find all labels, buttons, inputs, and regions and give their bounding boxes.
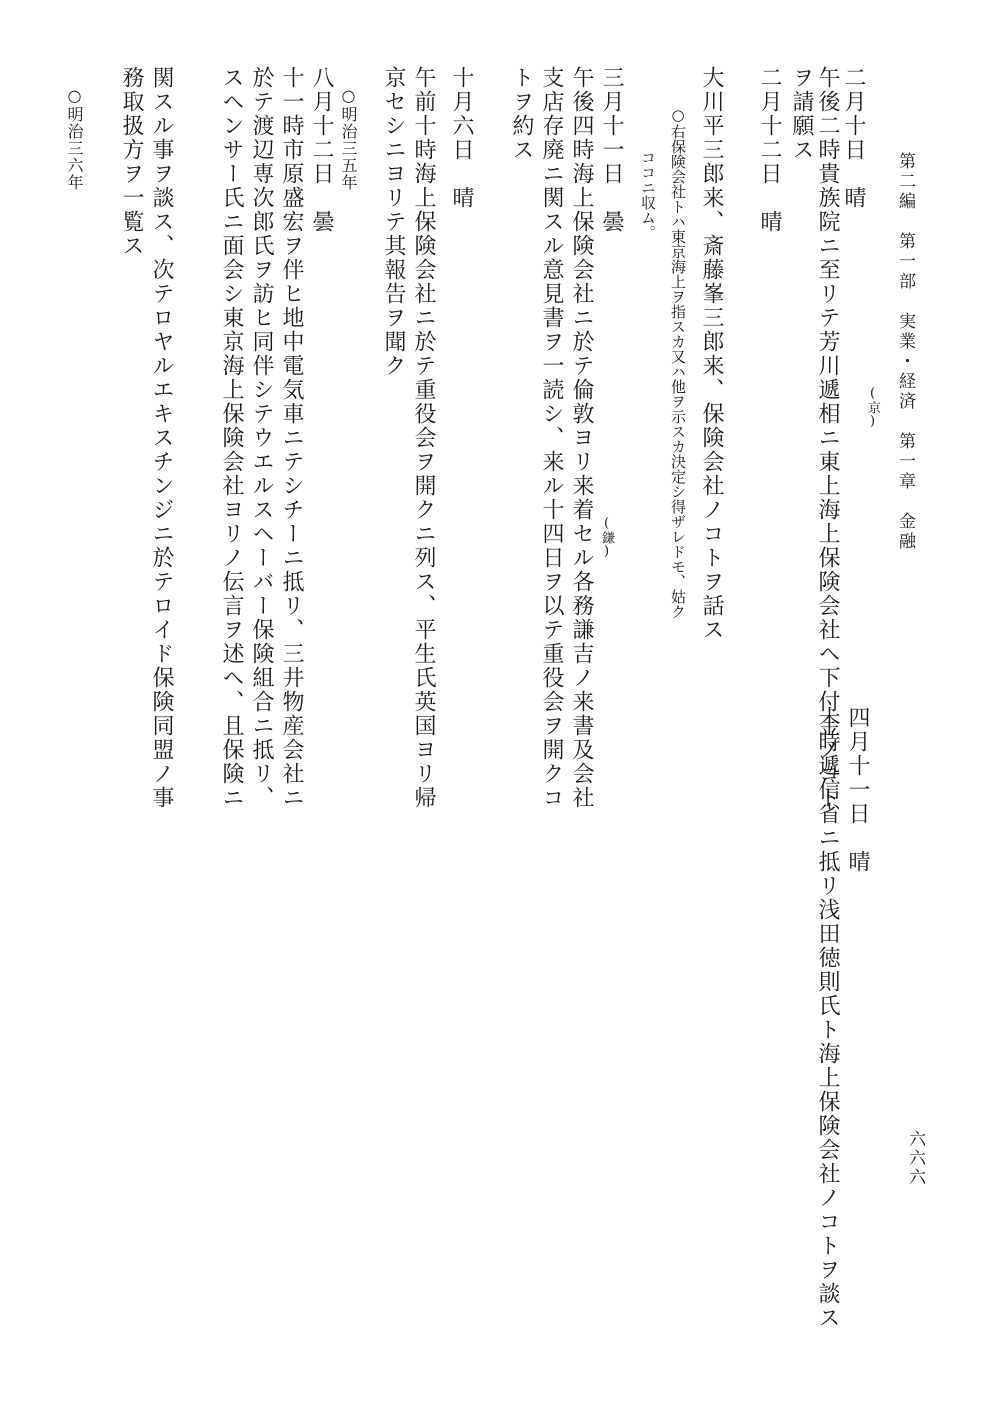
text-column: スヘンサー氏ニ面会シ東京海上保険会社ヨリノ伝言ヲ述ヘ、且保険ニ <box>219 66 244 810</box>
text-column: ココニ収ム。 <box>639 150 657 240</box>
text-column: 十時遞信省ニ抵リ浅田徳則氏ト海上保険会社ノコトヲ談ス <box>815 706 840 1330</box>
page-number: 六六六 <box>905 1130 925 1187</box>
text-column: トヲ約ス <box>509 66 534 162</box>
text-column: 大川平三郎来、斎藤峯三郎来、保険会社ノコトヲ話ス <box>699 66 724 642</box>
text-column: 関スル事ヲ談ス、次テロヤルエキスチンジニ於テロイド保険同盟ノ事 <box>149 66 174 810</box>
text-column: ヲ請願ス <box>789 66 814 162</box>
text-column: 京セシニヨリテ其報告ヲ聞ク <box>381 66 406 378</box>
text-column: 支店存廃ニ関スル意見書ヲ一読シ、来ル十四日ヲ以テ重役会ヲ開クコ <box>539 66 564 810</box>
ruby-annotation-ken: (鎌) <box>599 516 614 559</box>
text-column: 二月十日 晴 <box>841 66 866 210</box>
running-head: 第二編 第一部 実業・経済 第一章 金融 <box>895 152 915 552</box>
text-column: 十月六日 晴 <box>449 66 474 210</box>
text-column: 三月十一日 曇 <box>599 66 624 234</box>
text-column: ○右保険会社トハ東京海上ヲ指スカ又ハ他ヲ示スカ決定シ得ザレドモ、姑ク <box>669 106 687 619</box>
text-column: 八月十二日 曇 <box>309 66 334 234</box>
text-column: 二月十二日 晴 <box>757 66 782 234</box>
text-column: ○明治三五年 <box>339 86 358 191</box>
text-column: 午前十時海上保険会社ニ於テ重役会ヲ開クニ列ス、平生氏英国ヨリ帰 <box>411 66 436 810</box>
ruby-annotation-kyo: (京) <box>865 386 880 429</box>
text-column: 務取扱方ヲ一覧ス <box>119 66 144 258</box>
text-column: ○明治三六年 <box>65 86 84 191</box>
text-column: 於テ渡辺専次郎氏ヲ訪ヒ同伴シテウエルスヘーバー保険組合ニ抵リ、 <box>249 66 274 810</box>
text-column: 午後二時貴族院ニ至リテ芳川遞相ニ東上海上保険会社ヘ下付金ノコト <box>815 66 840 810</box>
text-column: 四月十一日 晴 <box>845 706 870 874</box>
text-column: 午後四時海上保険会社ニ於テ倫敦ヨリ来着セル各務謙吉ノ来書及会社 <box>569 66 594 810</box>
text-column: 十一時市原盛宏ヲ伴ヒ地中電気車ニテシチーニ抵リ、三井物産会社ニ <box>279 66 304 810</box>
